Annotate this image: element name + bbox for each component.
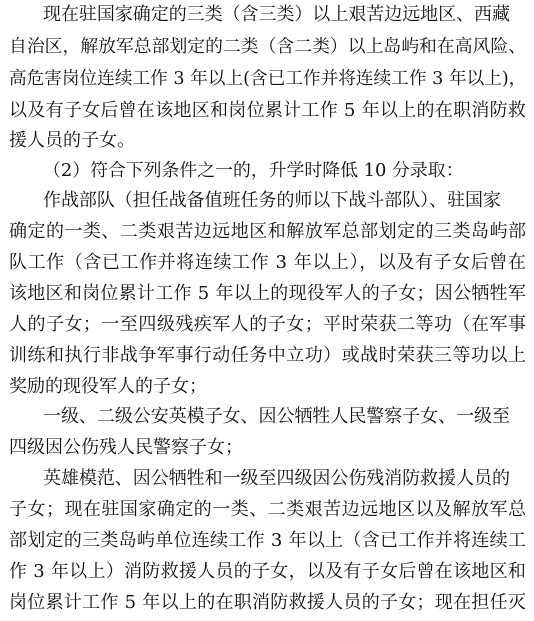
text-line: 现在驻国家确定的三类（含三类）以上艰苦边远地区、西藏 <box>43 4 510 25</box>
text-line: 以及有子女后曾在该地区和岗位累计工作 5 年以上的在职消防救 <box>9 100 527 121</box>
text-line: 作 3 年以上）消防救援人员的子女，以及有子女后曾在该地区和 <box>9 561 527 582</box>
text-line: 岗位累计工作 5 年以上的在职消防救援人员的子女；现在担任灭 <box>9 592 527 613</box>
text-line: 援人员的子女。 <box>9 130 135 151</box>
text-line: 确定的一类、二类艰苦边远地区和解放军总部划定的三类岛屿部 <box>9 221 527 242</box>
text-line: 英雄模范、因公牺牲和一级至四级因公伤残消防救援人员的 <box>43 468 510 489</box>
text-line: 部划定的三类岛屿单位连续工作 3 年以上（含已工作并将连续工 <box>9 530 527 551</box>
text-line: 训练和执行非战争军事行动任务中立功）或战时荣获三等功以上 <box>9 345 527 366</box>
text-line: 队工作（含已工作并将连续工作 3 年以上），以及有子女后曾在 <box>9 252 527 273</box>
text-line: 奖励的现役军人的子女； <box>9 376 207 397</box>
text-line: 子女；现在驻国家确定的一类、二类艰苦边远地区以及解放军总 <box>9 499 527 520</box>
section-heading: （2）符合下列条件之一的，升学时降低 10 分录取： <box>43 160 464 181</box>
text-line: 高危害岗位连续工作 3 年以上(含已工作并将连续工作 3 年以上)， <box>9 69 527 89</box>
text-line: 一级、二级公安英模子女、因公牺牲人民警察子女、一级至 <box>43 406 510 427</box>
text-line: 人的子女；一至四级残疾军人的子女；平时荣获二等功（在军事 <box>9 314 527 335</box>
text-line: 四级因公伤残人民警察子女； <box>9 437 243 458</box>
text-line: 作战部队（担任战备值班任务的师以下战斗部队）、驻国家 <box>43 190 501 211</box>
text-line: 该地区和岗位累计工作 5 年以上的现役军人的子女；因公牺牲军 <box>9 283 527 304</box>
text-line: 自治区，解放军总部划定的二类（含二类）以上岛屿和在高风险、 <box>9 36 527 57</box>
